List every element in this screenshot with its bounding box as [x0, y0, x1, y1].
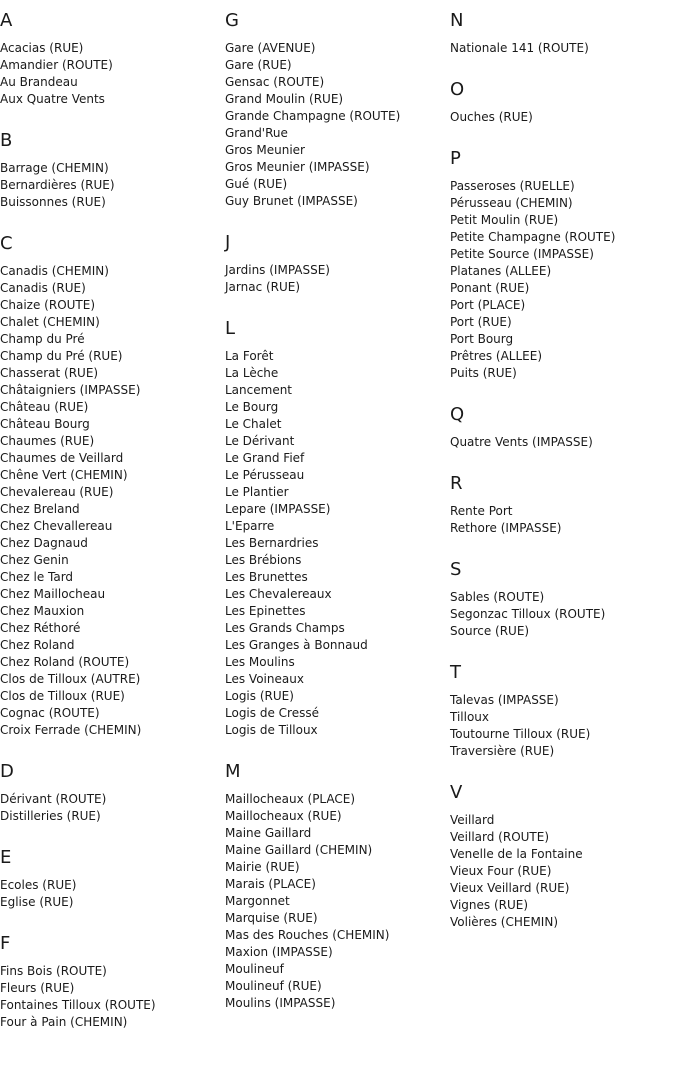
- street-name: Chez Roland: [0, 638, 75, 652]
- street-name: Vignes (RUE): [450, 898, 529, 912]
- street-name: Les Brunettes: [225, 570, 308, 584]
- section-letter-heading: C: [0, 233, 13, 254]
- section-letter-heading: G: [225, 10, 239, 31]
- letter-section-a: [0, 10, 220, 108]
- street-name: Mas des Rouches (CHEMIN): [225, 928, 390, 942]
- street-name: Port (RUE): [450, 315, 512, 329]
- letter-section-v: [450, 782, 675, 931]
- street-name: Logis de Tilloux: [225, 723, 318, 737]
- street-name: Aux Quatre Vents: [0, 92, 105, 106]
- street-name: Ponant (RUE): [450, 281, 530, 295]
- section-letter-heading: Q: [450, 404, 465, 425]
- street-name: Les Chevalereaux: [225, 587, 332, 601]
- section-letter-heading: D: [0, 761, 14, 782]
- street-name: Fontaines Tilloux (ROUTE): [0, 998, 156, 1012]
- section-letter-heading: P: [450, 148, 461, 169]
- street-name: Ouches (RUE): [450, 110, 533, 124]
- street-name: Four à Pain (CHEMIN): [0, 1015, 128, 1029]
- section-letter-heading: O: [450, 79, 465, 100]
- street-name: Moulins (IMPASSE): [225, 996, 336, 1010]
- street-name: Port Bourg: [450, 332, 514, 346]
- street-name: Chaumes de Veillard: [0, 451, 124, 465]
- street-name: Chez le Tard: [0, 570, 74, 584]
- street-name: Le Dérivant: [225, 434, 295, 448]
- street-name: Canadis (CHEMIN): [0, 264, 109, 278]
- street-name: Jarnac (RUE): [225, 280, 301, 294]
- street-name: Passeroses (RUELLE): [450, 179, 575, 193]
- street-index-column-3: [450, 10, 675, 953]
- street-name: Acacias (RUE): [0, 41, 84, 55]
- street-name: Les Moulins: [225, 655, 295, 669]
- street-name: Clos de Tilloux (RUE): [0, 689, 125, 703]
- street-name: Chez Genin: [0, 553, 69, 567]
- street-name: Chevalereau (RUE): [0, 485, 114, 499]
- street-name: Quatre Vents (IMPASSE): [450, 435, 593, 449]
- street-name: Ecoles (RUE): [0, 878, 77, 892]
- street-name: Chalet (CHEMIN): [0, 315, 100, 329]
- letter-section-n: [450, 10, 675, 57]
- street-name: Grand Moulin (RUE): [225, 92, 344, 106]
- section-letter-heading: R: [450, 473, 463, 494]
- street-name: Jardins (IMPASSE): [225, 263, 330, 277]
- street-name: Petite Source (IMPASSE): [450, 247, 594, 261]
- section-letter-heading: V: [450, 782, 463, 803]
- street-name: Veillard: [450, 813, 495, 827]
- letter-section-e: [0, 847, 220, 911]
- street-name: Château Bourg: [0, 417, 90, 431]
- street-name: Petit Moulin (RUE): [450, 213, 559, 227]
- street-name: Distilleries (RUE): [0, 809, 101, 823]
- street-name: Grand'Rue: [225, 126, 288, 140]
- section-letter-heading: S: [450, 559, 462, 580]
- street-name: Dérivant (ROUTE): [0, 792, 107, 806]
- street-name: Venelle de la Fontaine: [450, 847, 583, 861]
- street-name: Platanes (ALLEE): [450, 264, 552, 278]
- street-name: Tilloux: [450, 710, 490, 724]
- street-name: Maine Gaillard (CHEMIN): [225, 843, 373, 857]
- street-name: Barrage (CHEMIN): [0, 161, 109, 175]
- street-name: Clos de Tilloux (AUTRE): [0, 672, 141, 686]
- street-name: Moulineuf (RUE): [225, 979, 322, 993]
- letter-section-g: [225, 10, 445, 210]
- street-name: Nationale 141 (ROUTE): [450, 41, 589, 55]
- street-name: Petite Champagne (ROUTE): [450, 230, 616, 244]
- street-name: Chaumes (RUE): [0, 434, 95, 448]
- street-name: Les Epinettes: [225, 604, 306, 618]
- street-name: Fins Bois (ROUTE): [0, 964, 107, 978]
- street-name: Cognac (ROUTE): [0, 706, 100, 720]
- letter-section-f: [0, 933, 220, 1031]
- street-name: Marquise (RUE): [225, 911, 318, 925]
- street-name: Port (PLACE): [450, 298, 526, 312]
- street-name: Pérusseau (CHEMIN): [450, 196, 573, 210]
- street-name: Source (RUE): [450, 624, 530, 638]
- street-name: Buissonnes (RUE): [0, 195, 106, 209]
- street-name: Maine Gaillard: [225, 826, 312, 840]
- street-name: Chaize (ROUTE): [0, 298, 96, 312]
- street-name: Toutourne Tilloux (RUE): [450, 727, 591, 741]
- letter-section-m: [225, 761, 445, 1012]
- letter-section-r: [450, 473, 675, 537]
- street-name: Le Chalet: [225, 417, 282, 431]
- section-letter-heading: T: [450, 662, 461, 683]
- street-name: Croix Ferrade (CHEMIN): [0, 723, 142, 737]
- street-name: Les Granges à Bonnaud: [225, 638, 368, 652]
- section-letter-heading: L: [225, 318, 236, 339]
- street-name: Prêtres (ALLEE): [450, 349, 543, 363]
- section-letter-heading: B: [0, 130, 13, 151]
- street-name: Gros Meunier: [225, 143, 305, 157]
- street-name: Les Voineaux: [225, 672, 304, 686]
- street-name: La Lèche: [225, 366, 279, 380]
- section-letter-heading: N: [450, 10, 464, 31]
- letter-section-c: [0, 233, 220, 739]
- letter-section-t: [450, 662, 675, 760]
- street-name: Gensac (ROUTE): [225, 75, 325, 89]
- street-name: Le Plantier: [225, 485, 289, 499]
- street-name: Rethore (IMPASSE): [450, 521, 562, 535]
- street-name: Champ du Pré (RUE): [0, 349, 123, 363]
- street-name: Bernardières (RUE): [0, 178, 115, 192]
- letter-section-p: [450, 148, 675, 382]
- street-name: Les Grands Champs: [225, 621, 345, 635]
- street-name: Chêne Vert (CHEMIN): [0, 468, 128, 482]
- street-name: Traversière (RUE): [450, 744, 555, 758]
- street-name: Le Pérusseau: [225, 468, 305, 482]
- street-name: Logis (RUE): [225, 689, 294, 703]
- street-name: Lepare (IMPASSE): [225, 502, 331, 516]
- street-name: Marais (PLACE): [225, 877, 316, 891]
- letter-section-q: [450, 404, 675, 451]
- street-index-column-1: [0, 10, 220, 1053]
- street-name: Les Bernardries: [225, 536, 319, 550]
- street-name: Chasserat (RUE): [0, 366, 99, 380]
- street-name: Gros Meunier (IMPASSE): [225, 160, 370, 174]
- street-name: Moulineuf: [225, 962, 284, 976]
- street-name: Au Brandeau: [0, 75, 78, 89]
- section-letter-heading: E: [0, 847, 12, 868]
- street-name: Chez Réthoré: [0, 621, 81, 635]
- street-name: Puits (RUE): [450, 366, 517, 380]
- street-name: Lancement: [225, 383, 293, 397]
- street-name: Sables (ROUTE): [450, 590, 545, 604]
- street-name: Grande Champagne (ROUTE): [225, 109, 401, 123]
- street-name: Talevas (IMPASSE): [450, 693, 559, 707]
- street-name: Le Bourg: [225, 400, 279, 414]
- street-name: Eglise (RUE): [0, 895, 74, 909]
- street-name: Gare (RUE): [225, 58, 292, 72]
- letter-section-o: [450, 79, 675, 126]
- street-name: Châtaigniers (IMPASSE): [0, 383, 141, 397]
- section-letter-heading: M: [225, 761, 241, 782]
- street-name: Logis de Cressé: [225, 706, 319, 720]
- section-letter-heading: F: [0, 933, 11, 954]
- street-name: Maxion (IMPASSE): [225, 945, 333, 959]
- letter-section-l: [225, 318, 445, 739]
- street-name: Mairie (RUE): [225, 860, 300, 874]
- street-name: Segonzac Tilloux (ROUTE): [450, 607, 606, 621]
- street-name: Gare (AVENUE): [225, 41, 316, 55]
- street-name: L'Eparre: [225, 519, 275, 533]
- street-name: Château (RUE): [0, 400, 89, 414]
- street-name: Fleurs (RUE): [0, 981, 75, 995]
- street-name: Vieux Veillard (RUE): [450, 881, 570, 895]
- street-name: Chez Dagnaud: [0, 536, 88, 550]
- street-name: Veillard (ROUTE): [450, 830, 550, 844]
- street-name: Guy Brunet (IMPASSE): [225, 194, 358, 208]
- street-name: Chez Maillocheau: [0, 587, 106, 601]
- street-name: Le Grand Fief: [225, 451, 305, 465]
- street-name: Chez Breland: [0, 502, 80, 516]
- street-name: Canadis (RUE): [0, 281, 86, 295]
- street-name: Les Brébions: [225, 553, 302, 567]
- street-name: Volières (CHEMIN): [450, 915, 559, 929]
- street-name: Rente Port: [450, 504, 513, 518]
- letter-section-j: [225, 232, 445, 296]
- street-name: Amandier (ROUTE): [0, 58, 113, 72]
- street-name: Margonnet: [225, 894, 290, 908]
- letter-section-b: [0, 130, 220, 211]
- street-name: La Forêt: [225, 349, 274, 363]
- street-name: Gué (RUE): [225, 177, 288, 191]
- street-index-column-2: [225, 10, 445, 1034]
- street-name: Maillocheaux (RUE): [225, 809, 342, 823]
- letter-section-d: [0, 761, 220, 825]
- street-name: Chez Roland (ROUTE): [0, 655, 130, 669]
- section-letter-heading: J: [225, 232, 231, 253]
- street-name: Chez Chevallereau: [0, 519, 113, 533]
- street-name: Maillocheaux (PLACE): [225, 792, 356, 806]
- letter-section-s: [450, 559, 675, 640]
- street-name: Champ du Pré: [0, 332, 85, 346]
- section-letter-heading: A: [0, 10, 13, 31]
- street-name: Chez Mauxion: [0, 604, 85, 618]
- street-name: Vieux Four (RUE): [450, 864, 552, 878]
